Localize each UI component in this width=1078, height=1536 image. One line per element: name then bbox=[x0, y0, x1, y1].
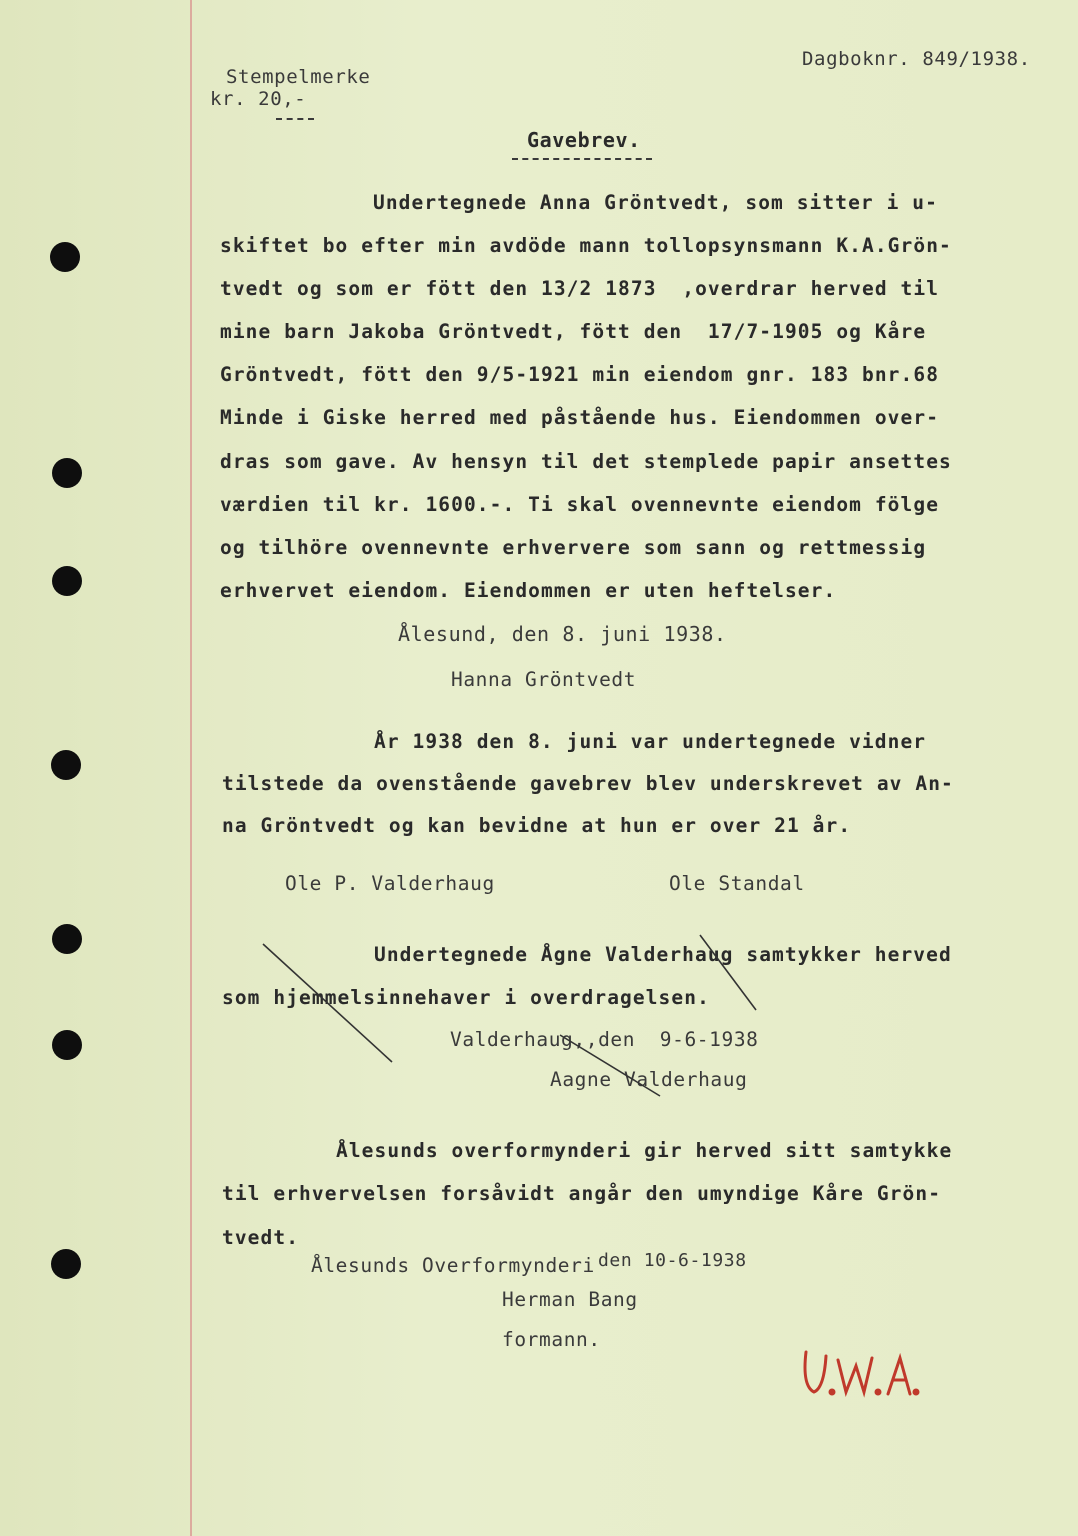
stamp-label: Stempelmerke bbox=[226, 66, 371, 88]
consent-line: som hjemmelsinnehaver i overdragelsen. bbox=[222, 986, 710, 1009]
guardian-place: Ålesunds Overformynderi bbox=[311, 1254, 595, 1277]
strike-line bbox=[263, 944, 392, 1062]
guardian-line: Ålesunds overformynderi gir herved sitt samtykke bbox=[336, 1139, 953, 1162]
guardian-line: til erhvervelsen forsåvidt angår den umyndige Kåre Grön- bbox=[222, 1182, 942, 1205]
paragraph-line: skiftet bo efter min avdöde mann tollopsynsmann K.A.Grön- bbox=[220, 234, 952, 257]
signature-consent: Aagne Valderhaug bbox=[550, 1068, 748, 1091]
paragraph-line: mine barn Jakoba Gröntvedt, fött den 17/7-1905 og Kåre bbox=[220, 320, 927, 343]
witness-line: tilstede da ovenstående gavebrev blev underskrevet av An- bbox=[222, 772, 954, 795]
guardian-date: den 10-6-1938 bbox=[598, 1250, 747, 1271]
witness-signature-left: Ole P. Valderhaug bbox=[285, 872, 495, 895]
paragraph-line: Minde i Giske herred med påstående hus. Eiendommen over- bbox=[220, 406, 940, 429]
journal-number: Dagboknr. 849/1938. bbox=[802, 48, 1031, 70]
red-initials-signature bbox=[805, 1352, 918, 1394]
paragraph-line: Undertegnede Anna Gröntvedt, som sitter i u- bbox=[373, 191, 938, 214]
paragraph-line: tvedt og som er fött den 13/2 1873 ,overdrar herved til bbox=[220, 277, 940, 300]
paragraph-line: erhvervet eiendom. Eiendommen er uten heftelser. bbox=[220, 579, 837, 602]
paragraph-line: og tilhöre ovennevnte erhververe som sann og rettmessig bbox=[220, 536, 927, 559]
document-title: Gavebrev. bbox=[527, 128, 641, 152]
guardian-line: tvedt. bbox=[222, 1226, 300, 1249]
stamp-amount: kr. 20,- bbox=[210, 88, 307, 110]
strike-line bbox=[560, 1035, 660, 1096]
strike-line bbox=[700, 935, 756, 1010]
guardian-name: Herman Bang bbox=[502, 1288, 638, 1311]
paragraph-line: værdien til kr. 1600.-. Ti skal ovennevnte eiendom fölge bbox=[220, 493, 940, 516]
witness-line: År 1938 den 8. juni var undertegnede vidner bbox=[374, 730, 927, 753]
paragraph-line: dras som gave. Av hensyn til det stemplede papir ansettes bbox=[220, 450, 952, 473]
consent-place-date: Valderhaug,,den 9-6-1938 bbox=[450, 1028, 759, 1051]
consent-line: Undertegnede Ågne Valderhaug samtykker herved bbox=[374, 943, 952, 966]
paragraph-line: Gröntvedt, fött den 9/5-1921 min eiendom gnr. 183 bnr.68 bbox=[220, 363, 940, 386]
place-date: Ålesund, den 8. juni 1938. bbox=[398, 622, 727, 646]
witness-line: na Gröntvedt og kan bevidne at hun er over 21 år. bbox=[222, 814, 852, 837]
guardian-title: formann. bbox=[502, 1328, 601, 1351]
witness-signature-right: Ole Standal bbox=[669, 872, 805, 895]
signature-giver: Hanna Gröntvedt bbox=[451, 668, 637, 691]
